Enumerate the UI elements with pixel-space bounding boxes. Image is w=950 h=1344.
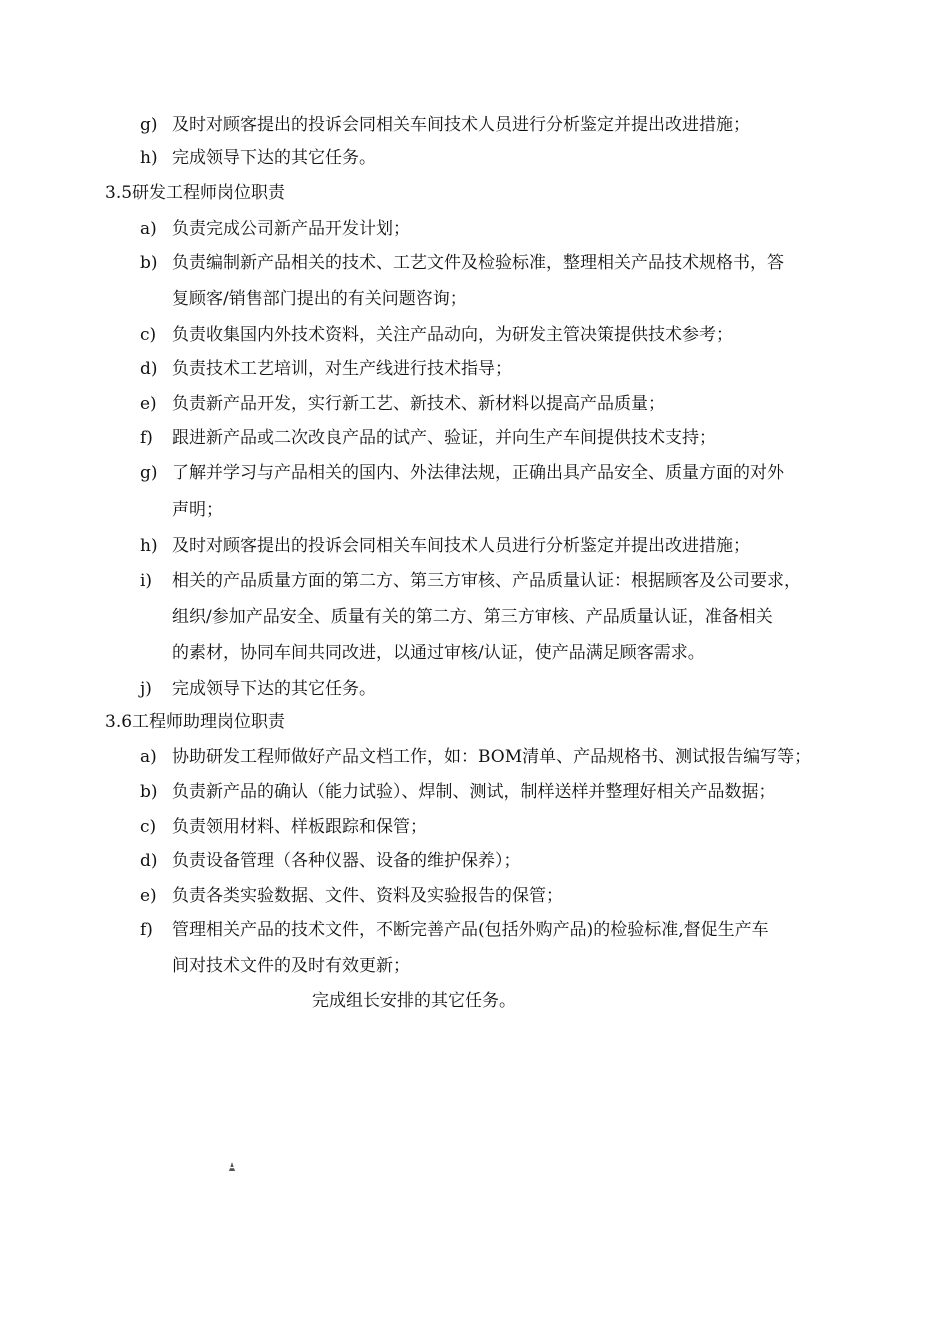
list-marker: c): [140, 325, 157, 345]
list-item-text: 负责收集国内外技术资料，关注产品动向，为研发主管决策提供技术参考；: [172, 325, 733, 345]
list-item: [140, 816, 427, 838]
list-item: [140, 535, 750, 557]
list-marker: e): [140, 394, 157, 414]
list-item: [140, 427, 716, 449]
list-marker: c): [140, 817, 157, 837]
list-item-text: 管理相关产品的技术文件，不断完善产品(包括外购产品)的检验标准,督促生产车: [172, 920, 769, 940]
list-item-text: 了解并学习与产品相关的国内、外法律法规，正确出具产品安全、质量方面的对外: [172, 463, 784, 483]
list-item-text: 完成领导下达的其它任务。: [172, 679, 376, 699]
list-item-text: 完成领导下达的其它任务。: [172, 148, 376, 168]
list-item: [140, 218, 410, 240]
list-item-continuation: 组织/参加产品安全、质量有关的第二方、第三方审核、产品质量认证，准备相关: [172, 607, 773, 627]
list-marker: e): [140, 886, 157, 906]
list-item-text: 协助研发工程师做好产品文档工作，如：BOM清单、产品规格书、测试报告编写等；: [172, 747, 812, 767]
list-item: [140, 781, 776, 803]
list-item: [140, 570, 801, 592]
list-item: [140, 919, 769, 941]
list-marker: f): [140, 428, 153, 448]
list-marker: b): [140, 253, 158, 273]
list-marker: g): [140, 115, 158, 135]
list-item-text: 负责各类实验数据、文件、资料及实验报告的保管；: [172, 886, 563, 906]
section-heading-3-6: 3.6工程师助理岗位职责: [105, 712, 286, 732]
list-item: [140, 746, 811, 768]
list-item: [140, 885, 563, 907]
list-marker: a): [140, 747, 157, 767]
list-item-text: 跟进新产品或二次改良产品的试产、验证，并向生产车间提供技术支持；: [172, 428, 716, 448]
list-marker: b): [140, 782, 158, 802]
list-item-text: 负责新产品开发，实行新工艺、新技术、新材料以提高产品质量；: [172, 394, 665, 414]
list-item: [140, 850, 521, 872]
list-item-continuation: 复顾客/销售部门提出的有关问题咨询；: [172, 289, 467, 309]
list-item: [140, 393, 665, 415]
list-item: [140, 114, 750, 136]
list-item-continuation: 的素材，协同车间共同改进，以通过审核/认证，使产品满足顾客需求。: [172, 643, 705, 663]
list-marker: h): [140, 536, 158, 556]
section-heading-3-5: 3.5研发工程师岗位职责: [105, 183, 286, 203]
list-item-text: 相关的产品质量方面的第二方、第三方审核、产品质量认证：根据顾客及公司要求，: [172, 571, 801, 591]
list-marker: g): [140, 463, 158, 483]
list-marker: j): [140, 679, 152, 699]
list-marker: h): [140, 148, 158, 168]
list-marker: i): [140, 571, 153, 591]
list-marker: a): [140, 219, 157, 239]
list-item-text: 及时对顾客提出的投诉会同相关车间技术人员进行分析鉴定并提出改进措施；: [172, 536, 750, 556]
list-item: [140, 147, 376, 169]
list-item-text: 负责技术工艺培训，对生产线进行技术指导；: [172, 359, 512, 379]
list-item-text: 及时对顾客提出的投诉会同相关车间技术人员进行分析鉴定并提出改进措施；: [172, 115, 750, 135]
list-item: [140, 678, 376, 700]
list-item-text: 负责领用材料、样板跟踪和保管；: [172, 817, 427, 837]
list-item: [140, 324, 733, 346]
list-item-text: 负责设备管理（各种仪器、设备的维护保养）；: [172, 851, 521, 871]
list-item: [140, 358, 512, 380]
trailing-task-line: 完成组长安排的其它任务。: [312, 991, 516, 1011]
list-item-text: 负责新产品的确认（能力试验）、焊制、测试，制样送样并整理好相关产品数据；: [172, 782, 776, 802]
list-item-text: 负责编制新产品相关的技术、工艺文件及检验标准，整理相关产品技术规格书，答: [172, 253, 784, 273]
list-item: [140, 462, 784, 484]
list-marker: f): [140, 920, 153, 940]
stray-mark-icon: [226, 1160, 238, 1172]
list-item-text: 负责完成公司新产品开发计划；: [172, 219, 410, 239]
list-marker: d): [140, 851, 158, 871]
list-item-continuation: 声明；: [172, 500, 223, 520]
list-marker: d): [140, 359, 158, 379]
list-item-continuation: 间对技术文件的及时有效更新；: [172, 956, 410, 976]
list-item: [140, 252, 784, 274]
